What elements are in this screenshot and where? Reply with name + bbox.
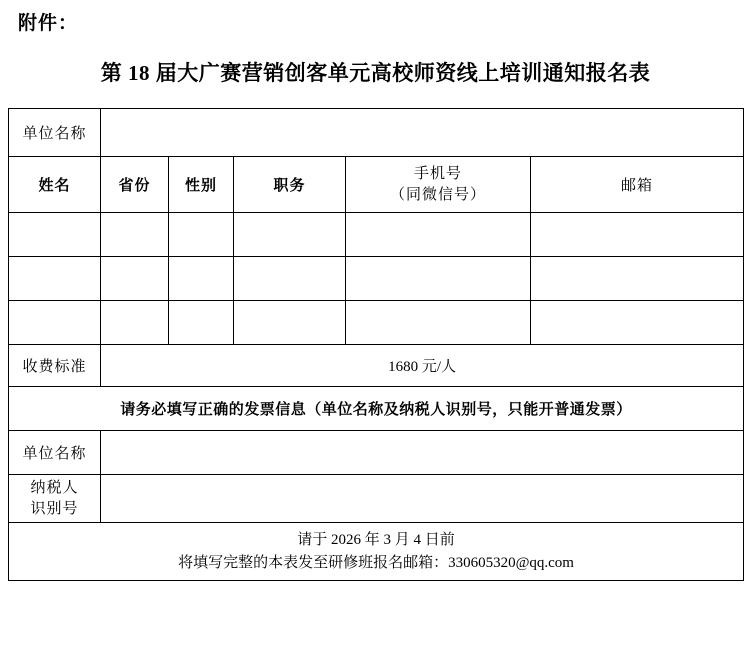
cell-gender[interactable] (169, 301, 234, 345)
table-row-footer (9, 523, 744, 581)
cell-phone[interactable] (346, 257, 531, 301)
cell-gender[interactable] (169, 257, 234, 301)
registration-form-table (8, 108, 744, 581)
column-header-phone-sub: （同微信号） (389, 186, 486, 203)
column-header-province: 省份 (101, 157, 169, 213)
cell-province[interactable] (101, 257, 169, 301)
unit-name-label: 单位名称 (9, 109, 101, 157)
taxpayer-id-label-line2: 识别号 (30, 500, 79, 517)
table-row-unit-name (9, 109, 744, 157)
cell-province[interactable] (101, 213, 169, 257)
cell-email[interactable] (531, 301, 744, 345)
footer-email-instruction: 将填写完整的本表发至研修班报名邮箱：330605320@qq.com (178, 554, 574, 571)
table-row-taxpayer-id (9, 475, 744, 523)
cell-province[interactable] (101, 301, 169, 345)
taxpayer-id-label (9, 475, 101, 523)
table-row-invoice-unit (9, 431, 744, 475)
table-row (9, 213, 744, 257)
table-row (9, 301, 744, 345)
column-header-position: 职务 (234, 157, 346, 213)
taxpayer-id-input[interactable] (101, 475, 744, 523)
fee-value: 1680 元/人 (101, 345, 744, 387)
cell-name[interactable] (9, 213, 101, 257)
cell-name[interactable] (9, 301, 101, 345)
cell-name[interactable] (9, 257, 101, 301)
cell-email[interactable] (531, 257, 744, 301)
page-title: 第 18 届大广赛营销创客单元高校师资线上培训通知报名表 (100, 61, 651, 85)
fee-label: 收费标准 (9, 345, 101, 387)
invoice-unit-name-label: 单位名称 (9, 431, 101, 475)
column-header-gender: 性别 (169, 157, 234, 213)
unit-name-input[interactable] (101, 109, 744, 157)
footer-deadline: 请于 2026 年 3 月 4 日前 (297, 532, 455, 548)
table-header-row (9, 157, 744, 213)
cell-phone[interactable] (346, 213, 531, 257)
column-header-email: 邮箱 (531, 157, 744, 213)
invoice-unit-name-input[interactable] (101, 431, 744, 475)
taxpayer-id-label-line1: 纳税人 (30, 480, 79, 497)
column-header-phone-main: 手机号 (413, 166, 462, 183)
invoice-notice-text: 请务必填写正确的发票信息（单位名称及纳税人识别号，只能开普通发票） (9, 387, 744, 431)
table-row-fee (9, 345, 744, 387)
column-header-name: 姓名 (9, 157, 101, 213)
table-row-invoice-notice (9, 387, 744, 431)
cell-email[interactable] (531, 213, 744, 257)
table-row (9, 257, 744, 301)
column-header-phone (346, 157, 531, 213)
cell-position[interactable] (234, 257, 346, 301)
attachment-label: 附件： (18, 13, 79, 34)
cell-position[interactable] (234, 301, 346, 345)
footer-instructions (9, 523, 744, 581)
cell-gender[interactable] (169, 213, 234, 257)
cell-phone[interactable] (346, 301, 531, 345)
cell-position[interactable] (234, 213, 346, 257)
